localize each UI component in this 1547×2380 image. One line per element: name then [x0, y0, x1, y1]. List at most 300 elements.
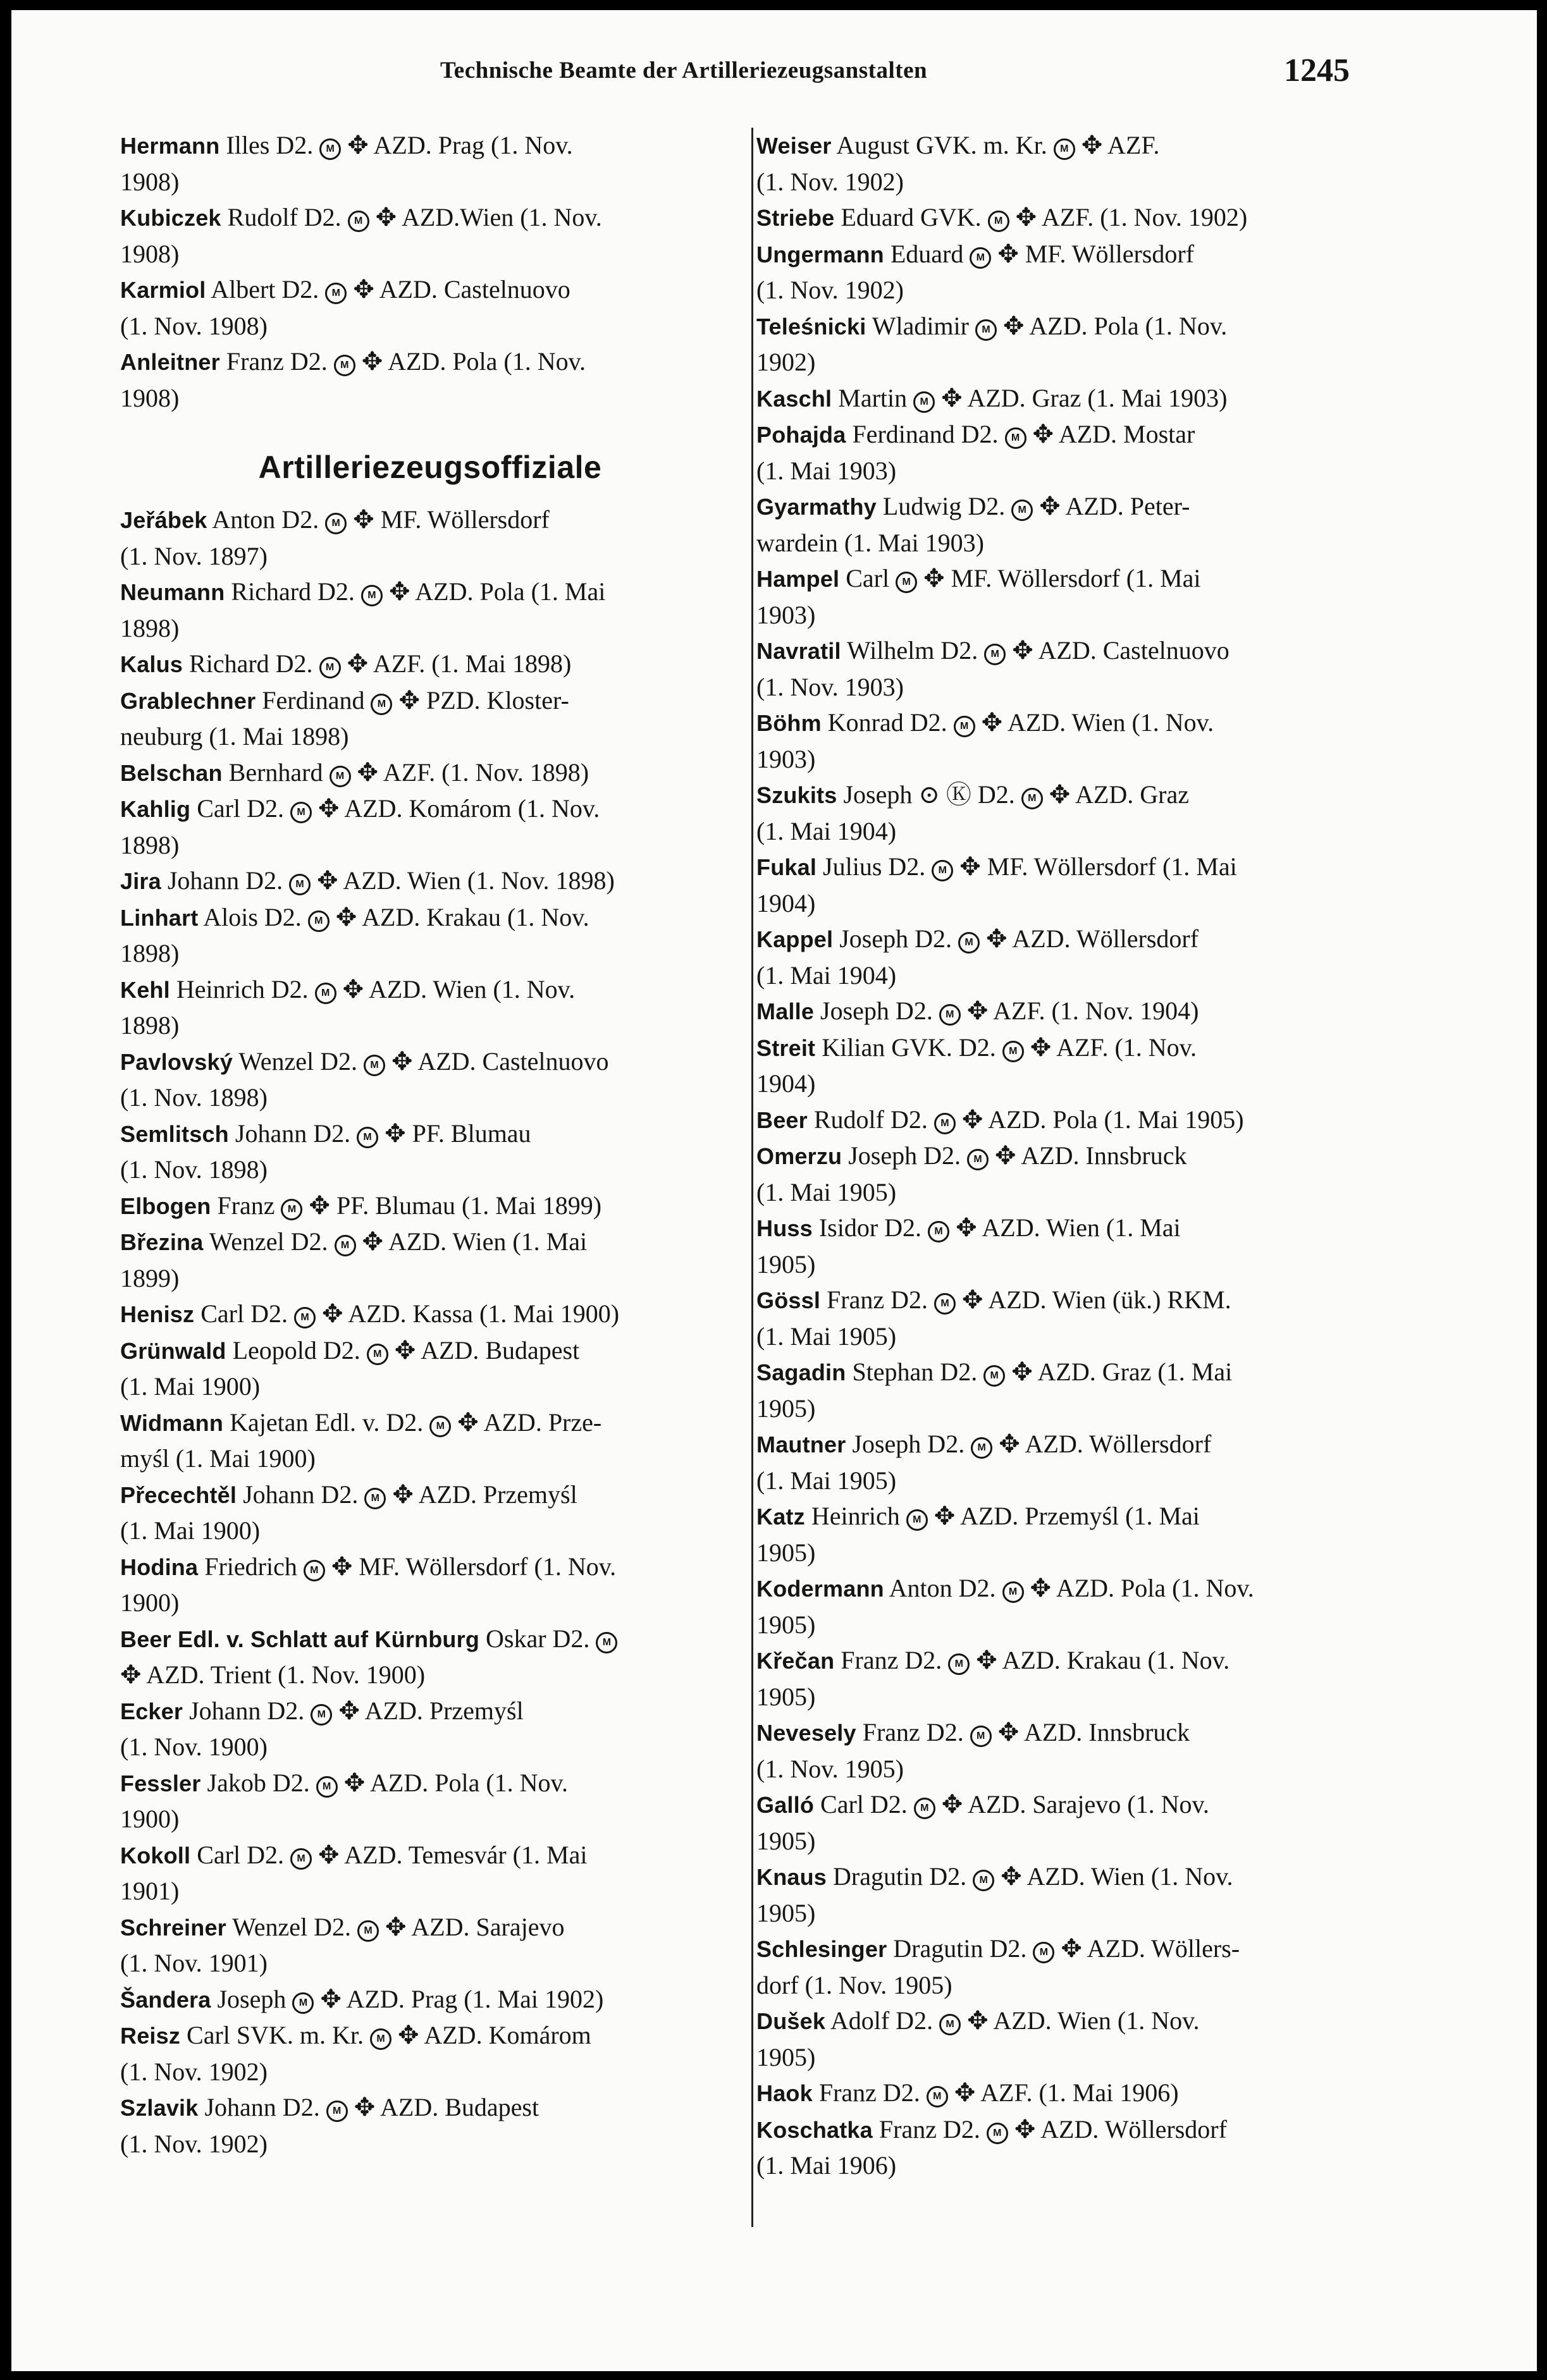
entry-details: August GVK. m. Kr.: [831, 131, 1054, 159]
entry-posting: AZF. (1. Nov. 1902): [1037, 203, 1248, 231]
entry-surname: Beer: [756, 1107, 808, 1133]
entry-surname: Szukits: [756, 782, 837, 808]
military-merit-badge-icon: M: [983, 1365, 1005, 1387]
entry-posting: AZD. Sarajevo (1. Nov.: [963, 1790, 1209, 1819]
entry-continuation: [756, 2148, 1376, 2184]
document-page: [11, 10, 1537, 2371]
right-entries: [756, 128, 1376, 2184]
cross-decoration-icon: ✥: [1030, 1033, 1052, 1062]
entry-continuation-text: (1. Mai 1904): [756, 960, 897, 990]
entry-posting: AZD. Pola (1. Mai: [410, 577, 606, 606]
cross-decoration-icon: ✥: [317, 1840, 340, 1869]
entry-posting: AZD. Budapest: [416, 1335, 580, 1365]
entry-posting: AZD. Komárom: [419, 2021, 591, 2049]
military-merit-badge-icon: M: [304, 1560, 325, 1581]
entry-posting: AZD. Castelnuovo: [412, 1046, 609, 1076]
cross-decoration-icon: ✥: [1015, 203, 1037, 231]
cross-decoration-icon: ✥: [385, 1912, 407, 1941]
cross-decoration-icon: ✥: [976, 1646, 997, 1674]
roster-entry: [756, 849, 1376, 921]
entry-continuation: [120, 1585, 740, 1621]
roster-entry: [756, 489, 1376, 561]
cross-decoration-icon: ✥: [1030, 1574, 1052, 1602]
roster-entry: [756, 2075, 1376, 2112]
military-merit-badge-icon: M: [896, 572, 917, 593]
entry-surname: Schreiner: [120, 1914, 226, 1941]
entry-details: Anton D2.: [207, 505, 326, 534]
military-merit-badge-icon: M: [348, 211, 369, 232]
military-merit-badge-icon: M: [948, 1653, 970, 1675]
entry-continuation-text: 1905): [756, 1610, 816, 1639]
entry-surname: Kaschl: [756, 385, 832, 412]
military-merit-badge-icon: M: [967, 1149, 989, 1170]
entry-details: Kilian GVK. D2.: [815, 1033, 1002, 1062]
entry-continuation: [120, 1946, 740, 1982]
entry-surname: Elbogen: [120, 1193, 211, 1219]
roster-entry: [756, 1210, 1376, 1282]
military-merit-badge-icon: M: [290, 802, 312, 823]
entry-posting: AZD. Wöllersdorf: [1035, 2114, 1227, 2144]
roster-entry: [756, 1931, 1376, 2003]
entry-details: Franz D2.: [856, 1718, 970, 1746]
cross-decoration-icon: ✥: [388, 577, 410, 606]
roster-entry: [756, 1571, 1376, 1643]
entry-posting: AZF. (1. Nov. 1904): [988, 997, 1199, 1025]
entry-continuation: [756, 958, 1376, 994]
entry-details: Heinrich: [804, 1502, 906, 1530]
entry-posting: AZD. Wien (1. Nov.: [988, 2006, 1200, 2035]
entry-posting: AZD.Wien (1. Nov.: [397, 203, 602, 231]
cross-decoration-icon: ✥: [394, 1335, 416, 1365]
military-merit-badge-icon: M: [364, 1488, 386, 1509]
cross-decoration-icon: ✥: [1061, 1934, 1082, 1963]
entry-details: Carl D2.: [190, 794, 290, 823]
military-merit-badge-icon: M: [429, 1416, 451, 1437]
entry-continuation: [756, 1066, 1376, 1102]
entry-continuation: [120, 1441, 740, 1477]
entry-details: Joseph ⊙ Ⓚ D2.: [837, 780, 1021, 809]
entry-posting: AZD. Wien (1. Mai: [977, 1213, 1181, 1242]
roster-entry: [120, 574, 740, 646]
entry-details: Joseph D2.: [842, 1141, 968, 1170]
entry-continuation-text: 1903): [756, 600, 816, 629]
entry-surname: Schlesinger: [756, 1936, 887, 1962]
military-merit-badge-icon: M: [1011, 500, 1033, 521]
entry-continuation: [756, 1535, 1376, 1571]
military-merit-badge-icon: M: [292, 1992, 314, 2014]
military-merit-badge-icon: M: [311, 1704, 332, 1726]
entry-details: Heinrich D2.: [169, 974, 315, 1003]
entry-continuation-text: 1905): [756, 1898, 816, 1927]
military-merit-badge-icon: M: [294, 1307, 316, 1328]
entry-continuation: [756, 1607, 1376, 1643]
entry-details: Franz D2.: [872, 2114, 987, 2144]
roster-entry: [756, 381, 1376, 417]
entry-details: Leopold D2.: [226, 1335, 367, 1365]
entry-surname: Křečan: [756, 1648, 835, 1674]
entry-continuation-text: neuburg (1. Mai 1898): [120, 722, 349, 751]
cross-decoration-icon: ✥: [1081, 131, 1103, 159]
entry-posting: AZD. Krakau (1. Nov.: [357, 902, 589, 931]
entry-posting: AZD. Pola (1. Nov.: [1024, 311, 1228, 340]
entry-surname: Přecechtěl: [120, 1481, 237, 1508]
entry-continuation: [120, 1369, 740, 1405]
military-merit-badge-icon: M: [970, 1726, 992, 1747]
entry-continuation-text: (1. Nov. 1897): [120, 541, 268, 570]
entry-posting: AZF.: [1102, 131, 1160, 159]
entry-surname: Teleśnicki: [756, 313, 866, 340]
entry-continuation: [756, 742, 1376, 778]
entry-surname: Fessler: [120, 1770, 201, 1796]
cross-decoration-icon: ✥: [967, 2006, 989, 2035]
entry-continuation: [120, 2054, 740, 2090]
entry-continuation: [756, 273, 1376, 309]
entry-details: Franz: [211, 1191, 281, 1220]
entry-surname: Henisz: [120, 1301, 195, 1327]
entry-continuation: [756, 1679, 1376, 1715]
entry-surname: Streit: [756, 1034, 816, 1061]
cross-decoration-icon: ✥: [120, 1660, 142, 1689]
entry-continuation: [756, 1319, 1376, 1355]
entry-continuation: [756, 1824, 1376, 1860]
military-merit-badge-icon: M: [319, 138, 341, 160]
entry-details: Franz D2.: [812, 2078, 927, 2107]
roster-entry: [120, 1765, 740, 1837]
entry-surname: Huss: [756, 1215, 813, 1241]
entry-details: Joseph D2.: [814, 997, 939, 1025]
entry-continuation: [120, 539, 740, 575]
entry-continuation: [120, 1261, 740, 1297]
cross-decoration-icon: ✥: [959, 852, 981, 881]
entry-details: Albert D2.: [206, 275, 326, 304]
entry-continuation-text: (1. Nov. 1902): [120, 2129, 268, 2158]
military-merit-badge-icon: M: [330, 766, 351, 787]
military-merit-badge-icon: M: [987, 2123, 1008, 2144]
entry-continuation-text: (1. Mai 1905): [756, 1466, 897, 1495]
entry-continuation: [120, 2126, 740, 2162]
cross-decoration-icon: ✥: [331, 1552, 353, 1581]
entry-details: Wenzel D2.: [203, 1227, 335, 1256]
entry-posting: AZD. Wien (1. Mai: [383, 1227, 588, 1256]
right-column: [756, 128, 1376, 2184]
entry-surname: Reisz: [120, 2023, 181, 2049]
military-merit-badge-icon: M: [973, 1870, 994, 1891]
entry-details: Carl: [839, 564, 896, 592]
entry-details: Konrad D2.: [821, 708, 954, 737]
military-merit-badge-icon: M: [970, 247, 991, 269]
entry-continuation: [756, 345, 1376, 381]
entry-details: Alois D2.: [198, 902, 308, 931]
cross-decoration-icon: ✥: [995, 1141, 1016, 1170]
entry-continuation: [120, 936, 740, 972]
entry-details: Richard D2.: [225, 577, 361, 606]
entry-surname: Gyarmathy: [756, 494, 877, 520]
roster-entry: [120, 755, 740, 792]
entry-continuation: [120, 611, 740, 647]
cross-decoration-icon: ✥: [986, 924, 1008, 953]
roster-entry: [120, 1296, 740, 1333]
entry-continuation-text: 1899): [120, 1263, 180, 1292]
roster-entry: [120, 863, 740, 900]
entry-posting: AZD. Pola (1. Nov.: [383, 347, 586, 376]
entry-continuation: [756, 598, 1376, 634]
entry-continuation-text: (1. Mai 1903): [756, 456, 897, 485]
left-top-entries: [120, 128, 740, 416]
entry-details: Franz D2.: [820, 1285, 935, 1314]
entry-details: Oskar D2.: [479, 1624, 596, 1653]
cross-decoration-icon: ✥: [1014, 2114, 1036, 2144]
roster-entry: [120, 1982, 740, 2018]
roster-entry: [756, 561, 1376, 633]
military-merit-badge-icon: M: [928, 1221, 949, 1242]
entry-details: Eduard: [884, 239, 970, 268]
roster-entry: [756, 1030, 1376, 1102]
entry-details: Joseph: [211, 1984, 293, 2013]
entry-posting: AZD. Przemyśl: [359, 1696, 524, 1725]
entry-continuation-text: 1905): [756, 1394, 816, 1423]
cross-decoration-icon: ✥: [1049, 780, 1071, 809]
entry-continuation: [756, 1751, 1376, 1788]
entry-continuation: [756, 1391, 1376, 1427]
entry-continuation-text: 1900): [120, 1805, 180, 1833]
entry-continuation: [756, 1968, 1376, 2004]
entry-surname: Pavlovský: [120, 1048, 233, 1075]
entry-posting: AZD. Wien (1. Nov. 1898): [338, 866, 615, 895]
entry-posting: AZD. Temesvár (1. Mai: [339, 1840, 588, 1869]
cross-decoration-icon: ✥: [923, 564, 945, 592]
roster-entry: [756, 1643, 1376, 1715]
roster-entry: [120, 972, 740, 1044]
entry-continuation-text: (1. Nov. 1898): [120, 1083, 268, 1112]
entry-posting: AZF. (1. Mai 1898): [368, 649, 572, 678]
entry-posting: AZD. Przemyśl (1. Mai: [955, 1502, 1200, 1530]
military-merit-badge-icon: M: [281, 1199, 302, 1220]
military-merit-badge-icon: M: [1005, 427, 1026, 449]
cross-decoration-icon: ✥: [962, 1285, 983, 1314]
cross-decoration-icon: ✥: [338, 1696, 360, 1725]
entry-surname: Linhart: [120, 904, 199, 931]
entry-surname: Katz: [756, 1504, 805, 1530]
roster-entry: [756, 2112, 1376, 2184]
cross-decoration-icon: ✥: [342, 974, 364, 1003]
entry-surname: Kahlig: [120, 796, 191, 822]
military-merit-badge-icon: M: [315, 983, 336, 1004]
roster-entry: [120, 344, 740, 416]
entry-continuation-text: 1905): [756, 1249, 816, 1279]
cross-decoration-icon: ✥: [391, 1046, 413, 1076]
entry-posting: AZD. Prag (1. Nov.: [368, 131, 573, 159]
entry-surname: Kalus: [120, 651, 183, 677]
entry-surname: Nevesely: [756, 1720, 856, 1746]
entry-posting: AZD. Castelnuovo: [374, 275, 570, 304]
entry-surname: Grablechner: [120, 687, 256, 714]
military-merit-badge-icon: M: [357, 1920, 379, 1942]
entry-details: Rudolf D2.: [807, 1105, 934, 1134]
entry-posting: AZD. Wöllers-: [1082, 1934, 1240, 1963]
entry-surname: Striebe: [756, 205, 835, 231]
entry-continuation: [120, 236, 740, 273]
cross-decoration-icon: ✥: [997, 239, 1019, 268]
cross-decoration-icon: ✥: [354, 2093, 376, 2121]
entry-posting: AZD. Pola (1. Mai 1905): [983, 1105, 1244, 1134]
entry-continuation: [756, 1175, 1376, 1211]
entry-surname: Anleitner: [120, 349, 220, 375]
entry-surname: Fukal: [756, 854, 817, 880]
entry-surname: Kodermann: [756, 1576, 884, 1602]
entry-continuation-text: 1900): [120, 1588, 180, 1617]
entry-details: Illes D2.: [219, 131, 320, 159]
entry-continuation: [120, 164, 740, 200]
cross-decoration-icon: ✥: [375, 203, 397, 231]
military-merit-badge-icon: M: [308, 911, 330, 932]
cross-decoration-icon: ✥: [385, 1119, 406, 1148]
entry-surname: Neumann: [120, 579, 225, 605]
entry-surname: Galló: [756, 1792, 815, 1818]
entry-details: Dragutin D2.: [887, 1934, 1033, 1963]
entry-details: Friedrich: [198, 1552, 304, 1581]
cross-decoration-icon: ✥: [362, 1227, 384, 1256]
roster-entry: [120, 1405, 740, 1477]
entry-details: Carl SVK. m. Kr.: [180, 2021, 371, 2049]
entry-posting: AZF. (1. Mai 1906): [975, 2078, 1179, 2107]
entry-details: Johann D2.: [183, 1696, 311, 1725]
military-merit-badge-icon: M: [984, 644, 1006, 665]
roster-entry: [756, 921, 1376, 993]
entry-continuation: [756, 525, 1376, 561]
military-merit-badge-icon: M: [596, 1632, 617, 1653]
military-merit-badge-icon: M: [290, 1848, 312, 1870]
entry-continuation-text: 1905): [756, 1682, 816, 1711]
entry-continuation-text: (1. Nov. 1900): [120, 1733, 268, 1761]
cross-decoration-icon: ✥: [320, 1984, 342, 2013]
section-title: Artilleriezeugsoffiziale: [258, 450, 602, 485]
roster-entry: [756, 1282, 1376, 1354]
roster-entry: [756, 1426, 1376, 1499]
roster-entry: [120, 683, 740, 755]
entry-continuation: [756, 1247, 1376, 1283]
entry-surname: Kappel: [756, 926, 834, 952]
entry-continuation-text: (1. Nov. 1903): [756, 672, 904, 701]
roster-entry: [756, 993, 1376, 1030]
cross-decoration-icon: ✥: [317, 794, 340, 823]
cross-decoration-icon: ✥: [347, 131, 369, 159]
cross-decoration-icon: ✥: [392, 1480, 414, 1509]
entry-continuation-text: 1908): [120, 383, 180, 412]
entry-posting: AZD. Wien (ük.) RKM.: [983, 1285, 1231, 1314]
entry-surname: Pohajda: [756, 422, 846, 448]
entry-continuation-text: (1. Nov. 1902): [756, 276, 904, 304]
entry-details: Isidor D2.: [812, 1213, 928, 1242]
roster-entry: [120, 1224, 740, 1296]
roster-entry: [756, 1354, 1376, 1426]
entry-posting: AZD. Prag (1. Mai 1902): [341, 1984, 604, 2013]
entry-details: Bernhard: [222, 758, 330, 787]
entry-continuation: [120, 1657, 740, 1693]
entry-surname: Koschatka: [756, 2116, 873, 2143]
cross-decoration-icon: ✥: [322, 1299, 343, 1328]
entry-surname: Haok: [756, 2080, 813, 2106]
entry-continuation: [756, 814, 1376, 850]
entry-details: Adolf D2.: [825, 2006, 940, 2035]
entry-continuation: [120, 828, 740, 864]
roster-entry: [756, 200, 1376, 236]
entry-details: Anton D2.: [884, 1574, 1002, 1602]
cross-decoration-icon: ✥: [961, 1105, 983, 1134]
military-merit-badge-icon: M: [914, 1798, 935, 1819]
entry-continuation-text: (1. Mai 1904): [756, 816, 897, 845]
entry-details: Carl D2.: [814, 1790, 914, 1819]
page-header: [11, 52, 1537, 101]
military-merit-badge-icon: M: [1021, 788, 1043, 809]
entry-surname: Hodina: [120, 1554, 199, 1580]
entry-continuation: [756, 2040, 1376, 2076]
military-merit-badge-icon: M: [971, 1437, 992, 1459]
roster-entry: [120, 272, 740, 344]
military-merit-badge-icon: M: [939, 1004, 961, 1026]
entry-posting: AZD. Graz (1. Mai 1903): [962, 383, 1228, 412]
entry-details: Richard D2.: [183, 649, 319, 678]
entry-posting: AZD. Komárom (1. Nov.: [339, 794, 600, 823]
roster-entry: [120, 128, 740, 200]
left-section-entries: [120, 502, 740, 2162]
roster-entry: [120, 2018, 740, 2090]
roster-entry: [120, 1621, 740, 1693]
entry-surname: Karmiol: [120, 277, 206, 303]
roster-entry: [120, 200, 740, 272]
entry-continuation: [120, 1080, 740, 1116]
entry-surname: Beer Edl. v. Schlatt auf Kürnburg: [120, 1626, 480, 1652]
military-merit-badge-icon: M: [316, 1776, 338, 1798]
entry-posting: AZD. Castelnuovo: [1033, 636, 1230, 665]
entry-continuation-text: 1898): [120, 939, 180, 967]
entry-continuation-text: 1898): [120, 830, 180, 859]
military-merit-badge-icon: M: [913, 391, 935, 413]
cross-decoration-icon: ✥: [999, 1430, 1020, 1458]
military-merit-badge-icon: M: [934, 1293, 956, 1315]
entry-posting: AZD. Mostar: [1054, 420, 1195, 448]
military-merit-badge-icon: M: [334, 355, 355, 376]
entry-posting: AZD. Krakau (1. Nov.: [997, 1646, 1230, 1674]
entry-surname: Navratil: [756, 638, 841, 664]
entry-continuation-text: 1904): [756, 1069, 816, 1098]
military-merit-badge-icon: M: [934, 1113, 956, 1134]
entry-details: Franz D2.: [834, 1646, 949, 1674]
entry-posting: PF. Blumau (1. Mai 1899): [330, 1191, 602, 1220]
entry-details: Wilhelm D2.: [841, 636, 985, 665]
military-merit-badge-icon: M: [371, 694, 392, 715]
entry-details: Julius D2.: [817, 852, 932, 881]
entry-continuation-text: myśl (1. Mai 1900): [120, 1444, 316, 1473]
entry-posting: AZF. (1. Nov.: [1051, 1033, 1197, 1062]
entry-continuation: [120, 1513, 740, 1549]
entry-continuation: [120, 1801, 740, 1837]
entry-continuation: [756, 886, 1376, 922]
entry-surname: Kehl: [120, 976, 170, 1003]
entry-continuation: [756, 1463, 1376, 1499]
entry-posting: PF. Blumau: [405, 1119, 531, 1148]
entry-continuation-text: (1. Mai 1905): [756, 1322, 897, 1351]
entry-details: Stephan D2.: [846, 1358, 984, 1386]
cross-decoration-icon: ✥: [1012, 636, 1033, 665]
cross-decoration-icon: ✥: [997, 1718, 1020, 1746]
military-merit-badge-icon: M: [325, 283, 347, 304]
roster-entry: [120, 502, 740, 574]
roster-entry: [756, 1102, 1376, 1139]
entry-surname: Szlavik: [120, 2095, 199, 2121]
cross-decoration-icon: ✥: [335, 902, 357, 931]
entry-posting: AZF. (1. Nov. 1898): [378, 758, 589, 787]
page-number: 1245: [1284, 52, 1350, 89]
